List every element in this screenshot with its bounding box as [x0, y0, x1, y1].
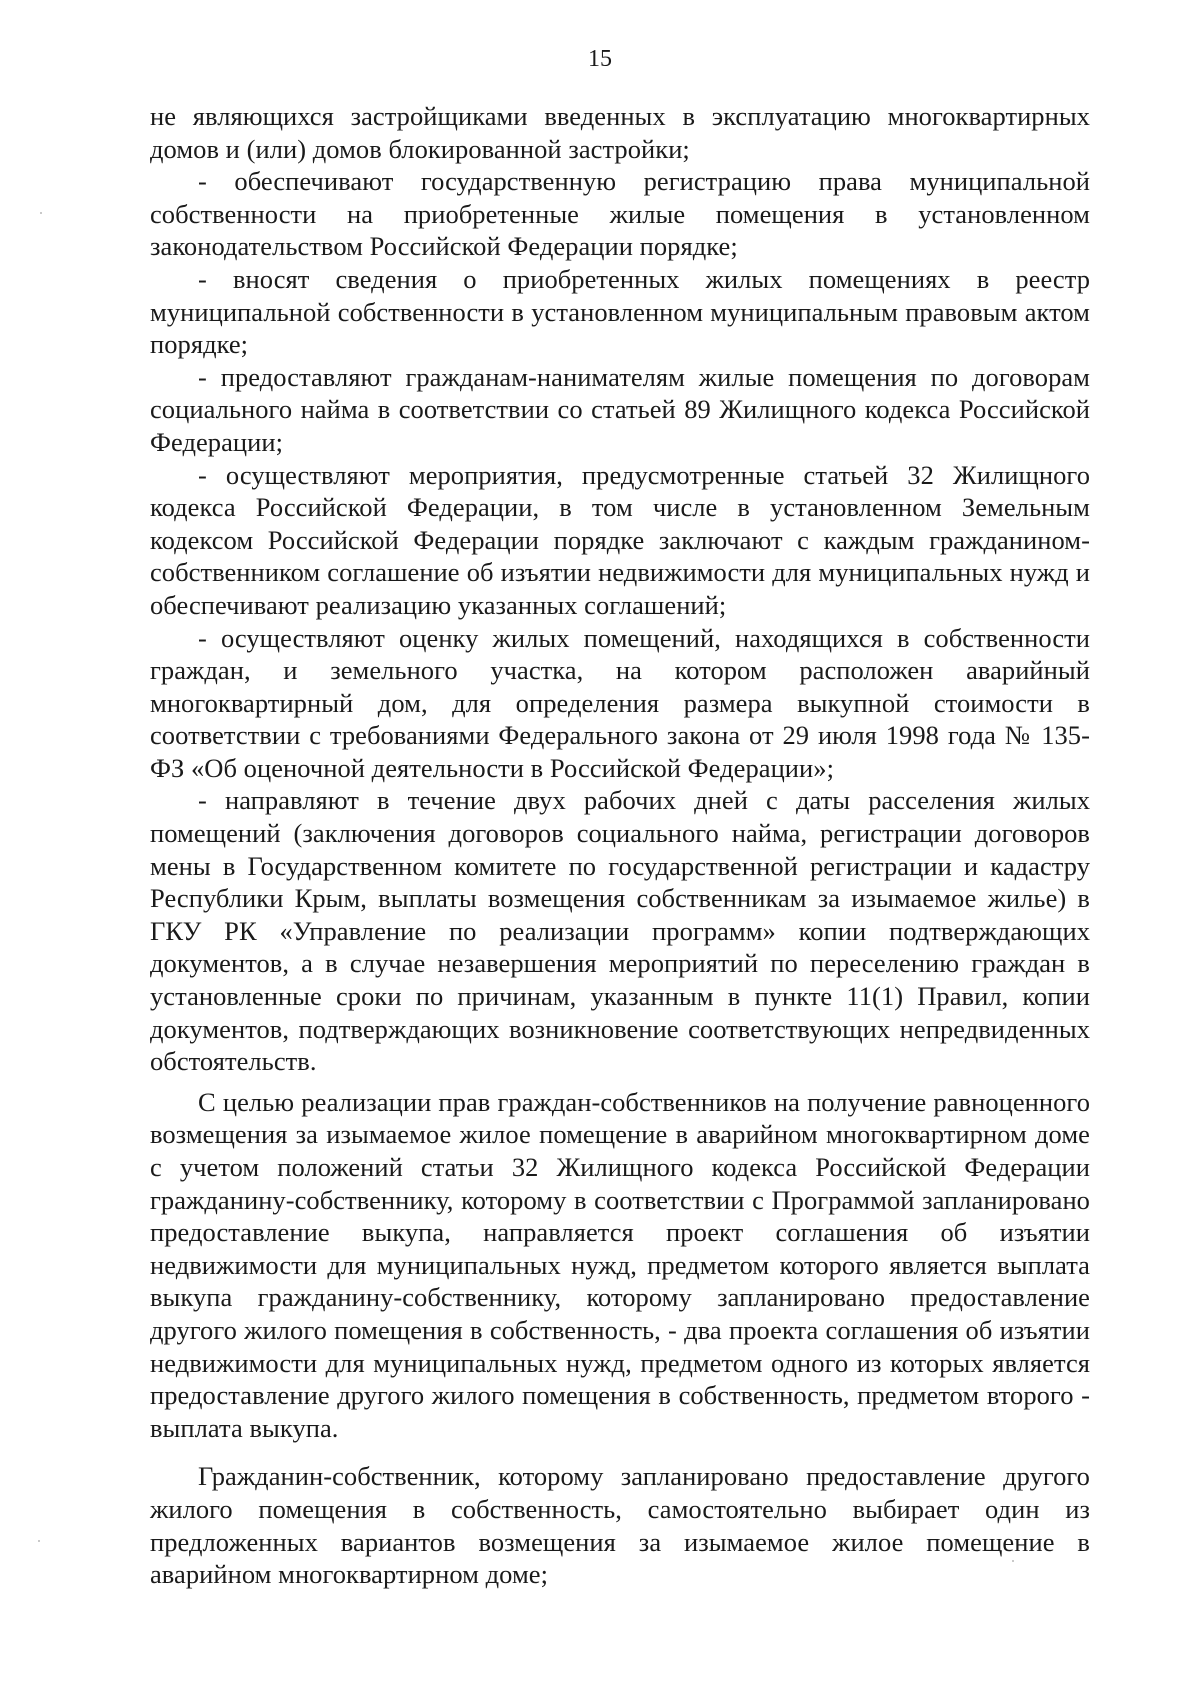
paragraph-document-submission: - направляют в течение двух рабочих дней с даты расселения жилых помещений (заключения договоров социального найма, регистрации договоров мены в Государственном комитете по государственной регистрации и кадастру Республики Крым, выплаты возмещения собственникам за изымаемое жилье) в ГКУ РК «Управление по реализации программ» копии подтверждающих документов, а в случае незавершения мероприятий по переселению граждан в установленные сроки по причинам, указанным в пункте 11(1) Правил, копии документов, подтверждающих возникновение соответствующих непредвиденных обстоятельств.	[150, 785, 1090, 1077]
scan-speck	[40, 212, 42, 214]
paragraph-valuation: - осуществляют оценку жилых помещений, находящихся в собственности граждан, и земельного участка, на котором расположен аварийный многоквартирный дом, для определения размера выкупной стоимости в соответствии с требованиями Федерального закона от 29 июля 1998 года № 135-ФЗ «Об оценочной деятельности в Российской Федерации»;	[150, 622, 1090, 783]
paragraph-article-32-measures: - осуществляют мероприятия, предусмотренные статьей 32 Жилищного кодекса Российской Федерации, в том числе в установленном Земельным кодексом Российской Федерации порядке заключают с каждым гражданином-собственником соглашение об изъятии недвижимости для муниципальных нужд и обеспечивают реализацию указанных соглашений;	[150, 459, 1090, 620]
paragraph-owner-choice: Гражданин-собственник, которому запланировано предоставление другого жилого помещения в собственность, самостоятельно выбирает один из предложенных вариантов возмещения за изымаемое жилое помещение в аварийном многоквартирном доме;	[150, 1461, 1090, 1590]
document-body	[150, 100, 1090, 1591]
paragraph-social-rent: - предоставляют гражданам-нанимателям жилые помещения по договорам социального найма в соответствии со статьей 89 Жилищного кодекса Российской Федерации;	[150, 361, 1090, 457]
scan-speck	[38, 1540, 40, 1542]
page-number: 15	[588, 46, 612, 72]
scan-speck	[1012, 1560, 1014, 1562]
paragraph-registry-entry: - вносят сведения о приобретенных жилых помещениях в реестр муниципальной собственности в установленном муниципальным правовым актом порядке;	[150, 263, 1090, 360]
paragraph-continuation: не являющихся застройщиками введенных в эксплуатацию многоквартирных домов и (или) домов блокированной застройки;	[150, 101, 1090, 164]
paragraph-owner-rights: С целью реализации прав граждан-собственников на получение равноценного возмещения за изымаемое жилое помещение в аварийном многоквартирном доме с учетом положений статьи 32 Жилищного кодекса Российской Федерации гражданину-собственнику, которому в соответствии с Программой запланировано предоставление выкупа, направляется проект соглашения об изъятии недвижимости для муниципальных нужд, предметом которого является выплата выкупа гражданину-собственнику, которому запланировано предоставление другого жилого помещения в собственность, - два проекта соглашения об изъятии недвижимости для муниципальных нужд, предметом одного из которых является предоставление другого жилого помещения в собственность, предметом второго - выплата выкупа.	[150, 1086, 1090, 1443]
paragraph-state-registration: - обеспечивают государственную регистрацию права муниципальной собственности на приобретенные жилые помещения в установленном законодательством Российской Федерации порядке;	[150, 166, 1090, 262]
